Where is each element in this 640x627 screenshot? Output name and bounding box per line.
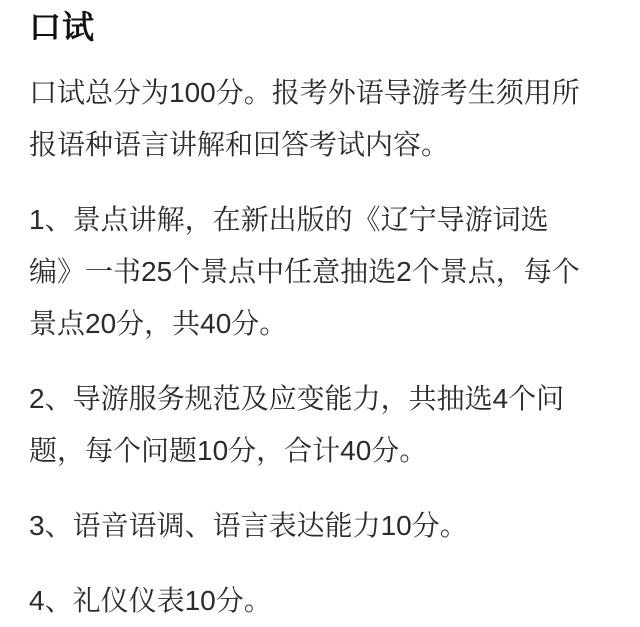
text-line: 题，每个问题10分，合计40分。 <box>29 435 428 466</box>
paragraph-item-1-scenic-explanation <box>29 194 616 350</box>
text-line: 报语种语言讲解和回答考试内容。 <box>29 129 450 160</box>
text-line: 4、礼仪仪表10分。 <box>29 585 272 616</box>
text-line: 1、景点讲解，在新出版的《辽宁导游词选 <box>29 204 549 235</box>
text-line: 2、导游服务规范及应变能力，共抽选4个问 <box>29 383 565 414</box>
paragraph-exam-overview <box>29 67 616 171</box>
article-title: 口试 <box>29 9 96 45</box>
text-line: 景点20分，共40分。 <box>29 308 288 339</box>
text-line: 3、语音语调、语言表达能力10分。 <box>29 510 468 541</box>
text-line: 口试总分为100分。报考外语导游考生须用所 <box>29 77 580 108</box>
text-line: 编》一书25个景点中任意抽选2个景点，每个 <box>29 256 580 287</box>
paragraph-item-4-etiquette <box>29 575 616 627</box>
paragraph-item-2-service-standards <box>29 373 616 477</box>
paragraph-item-3-language-skills <box>29 500 616 552</box>
